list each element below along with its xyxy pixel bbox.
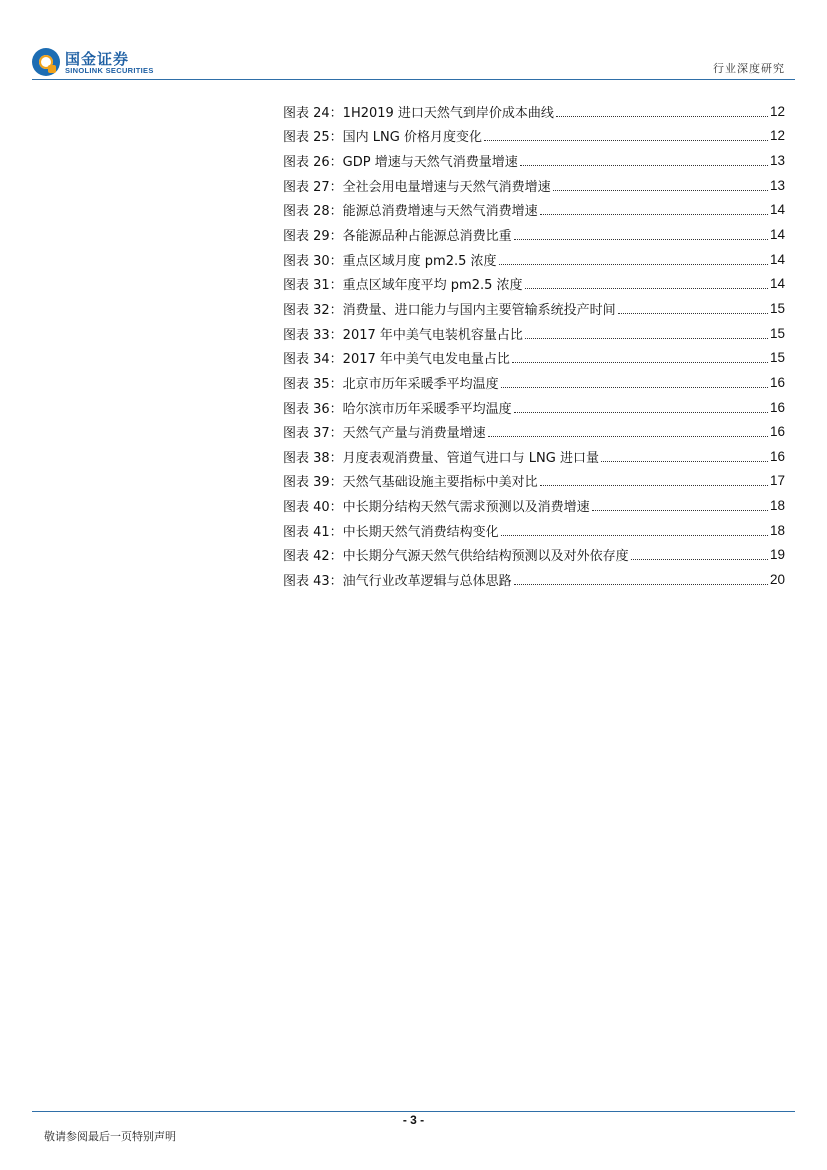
toc-entry-title: 图表 33：2017 年中美气电装机容量占比 xyxy=(283,327,523,343)
toc-entry-page: 19 xyxy=(769,547,785,563)
toc-leader-dots xyxy=(525,288,768,289)
toc-entry-page: 15 xyxy=(769,300,785,316)
footer-divider xyxy=(32,1111,795,1112)
toc-entry-page: 13 xyxy=(769,177,785,193)
toc-leader-dots xyxy=(520,165,768,166)
toc-entry[interactable] xyxy=(283,518,785,543)
toc-leader-dots xyxy=(499,264,768,265)
toc-entry-page: 15 xyxy=(769,350,785,366)
toc-entry-title: 图表 32：消费量、进口能力与国内主要管输系统投产时间 xyxy=(283,302,616,318)
toc-entry-title: 图表 24：1H2019 进口天然气到岸价成本曲线 xyxy=(283,105,554,121)
toc-leader-dots xyxy=(484,140,768,141)
toc-entry[interactable] xyxy=(283,567,785,592)
toc-leader-dots xyxy=(592,510,768,511)
toc-entry-page: 18 xyxy=(769,498,785,514)
toc-leader-dots xyxy=(553,190,768,191)
toc-leader-dots xyxy=(525,338,768,339)
footer-disclaimer: 敬请参阅最后一页特别声明 xyxy=(44,1130,176,1143)
report-type-label: 行业深度研究 xyxy=(713,62,785,75)
toc-leader-dots xyxy=(501,387,768,388)
toc-entry-page: 16 xyxy=(769,424,785,440)
toc-entry-page: 13 xyxy=(769,153,785,169)
toc-entry-page: 20 xyxy=(769,571,785,587)
toc-entry-title: 图表 39：天然气基础设施主要指标中美对比 xyxy=(283,475,538,491)
toc-entry[interactable] xyxy=(283,173,785,198)
toc-leader-dots xyxy=(512,362,768,363)
toc-leader-dots xyxy=(514,584,768,585)
company-logo xyxy=(32,47,162,77)
toc-leader-dots xyxy=(514,412,768,413)
toc-entry-title: 图表 28：能源总消费增速与天然气消费增速 xyxy=(283,204,538,220)
toc-entry-page: 15 xyxy=(769,325,785,341)
toc-entry-page: 18 xyxy=(769,522,785,538)
toc-entry-title: 图表 41：中长期天然气消费结构变化 xyxy=(283,524,499,540)
toc-entry[interactable] xyxy=(283,271,785,296)
toc-leader-dots xyxy=(631,559,768,560)
toc-entry[interactable] xyxy=(283,99,785,124)
toc-leader-dots xyxy=(556,116,768,117)
toc-entry-page: 16 xyxy=(769,374,785,390)
toc-entry-title: 图表 40：中长期分结构天然气需求预测以及消费增速 xyxy=(283,500,590,516)
toc-leader-dots xyxy=(514,239,768,240)
toc-entry-title: 图表 38：月度表观消费量、管道气进口与 LNG 进口量 xyxy=(283,450,599,466)
toc-entry[interactable] xyxy=(283,469,785,494)
page-number: - 3 - xyxy=(402,1113,425,1127)
toc-entry-page: 17 xyxy=(769,473,785,489)
table-of-figures xyxy=(283,99,785,592)
toc-entry-page: 16 xyxy=(769,399,785,415)
toc-entry-title: 图表 36：哈尔滨市历年采暖季平均温度 xyxy=(283,401,512,417)
toc-entry[interactable] xyxy=(283,370,785,395)
toc-entry[interactable] xyxy=(283,321,785,346)
toc-entry-title: 图表 29：各能源品种占能源总消费比重 xyxy=(283,229,512,245)
toc-leader-dots xyxy=(618,313,768,314)
toc-entry-title: 图表 26：GDP 增速与天然气消费量增速 xyxy=(283,155,518,171)
toc-entry-page: 14 xyxy=(769,202,785,218)
toc-entry[interactable] xyxy=(283,419,785,444)
toc-entry[interactable] xyxy=(283,345,785,370)
toc-entry-title: 图表 43：油气行业改革逻辑与总体思路 xyxy=(283,573,512,589)
toc-entry[interactable] xyxy=(283,247,785,272)
toc-entry-title: 图表 25：国内 LNG 价格月度变化 xyxy=(283,130,482,146)
toc-entry[interactable] xyxy=(283,395,785,420)
toc-entry-page: 12 xyxy=(769,128,785,144)
toc-entry-page: 14 xyxy=(769,251,785,267)
toc-leader-dots xyxy=(501,535,768,536)
toc-entry-page: 16 xyxy=(769,448,785,464)
toc-entry[interactable] xyxy=(283,296,785,321)
toc-entry[interactable] xyxy=(283,222,785,247)
toc-entry[interactable] xyxy=(283,148,785,173)
toc-entry[interactable] xyxy=(283,444,785,469)
logo-text-cn: 国金证券 xyxy=(65,50,130,68)
toc-leader-dots xyxy=(601,461,768,462)
toc-entry[interactable] xyxy=(283,493,785,518)
header-divider xyxy=(32,79,795,80)
toc-leader-dots xyxy=(540,214,768,215)
toc-entry-page: 14 xyxy=(769,276,785,292)
toc-entry-title: 图表 34：2017 年中美气电发电量占比 xyxy=(283,352,510,368)
toc-entry-title: 图表 30：重点区域月度 pm2.5 浓度 xyxy=(283,253,497,269)
logo-icon xyxy=(32,48,60,76)
toc-entry-title: 图表 35：北京市历年采暖季平均温度 xyxy=(283,376,499,392)
toc-entry[interactable] xyxy=(283,198,785,223)
toc-entry-title: 图表 37：天然气产量与消费量增速 xyxy=(283,426,486,442)
toc-entry-title: 图表 27：全社会用电量增速与天然气消费增速 xyxy=(283,179,551,195)
toc-entry-title: 图表 42：中长期分气源天然气供给结构预测以及对外依存度 xyxy=(283,549,629,565)
toc-entry[interactable] xyxy=(283,543,785,568)
logo-text-en: SINOLINK SECURITIES xyxy=(65,66,154,75)
toc-entry-page: 14 xyxy=(769,227,785,243)
toc-entry-page: 12 xyxy=(769,103,785,119)
toc-leader-dots xyxy=(540,485,768,486)
toc-leader-dots xyxy=(488,436,768,437)
toc-entry[interactable] xyxy=(283,124,785,149)
toc-entry-title: 图表 31：重点区域年度平均 pm2.5 浓度 xyxy=(283,278,523,294)
